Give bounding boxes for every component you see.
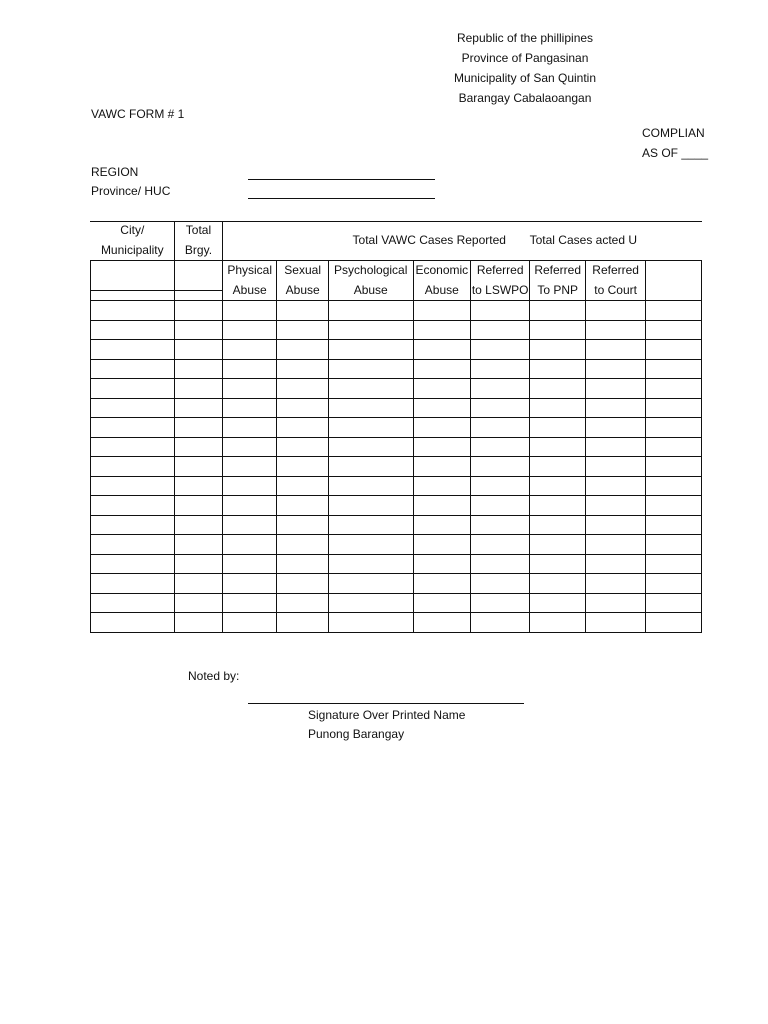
- table-cell: [530, 301, 586, 321]
- table-cell: [222, 496, 277, 516]
- table-subheader-row: [91, 261, 702, 301]
- table-cell: [646, 574, 702, 594]
- table-cell: [175, 418, 223, 438]
- table-cell: [586, 457, 646, 477]
- table-cell: [222, 515, 277, 535]
- table-cell: [646, 301, 702, 321]
- subheader-physical-abuse: Physical Abuse: [222, 261, 277, 301]
- header-barangay: Barangay Cabalaoangan: [458, 91, 592, 105]
- subheader-blank-brgy: [175, 261, 223, 301]
- table-cell: [277, 593, 328, 613]
- signature-caption: Signature Over Printed Name: [308, 708, 466, 722]
- table-cell: [413, 554, 471, 574]
- table-row: [91, 515, 702, 535]
- table-row: [91, 418, 702, 438]
- table-cell: [413, 457, 471, 477]
- table-cell: [530, 574, 586, 594]
- vawc-cases-table: [90, 221, 702, 633]
- table-cell: [222, 476, 277, 496]
- table-cell: [646, 476, 702, 496]
- table-cell: [413, 437, 471, 457]
- table-cell: [471, 554, 530, 574]
- table-cell: [586, 554, 646, 574]
- table-cell: [91, 301, 175, 321]
- subheader-referred-lswpo: Referred to LSWPO: [471, 261, 530, 301]
- table-row: [91, 379, 702, 399]
- table-cell: [175, 613, 223, 633]
- table-row: [91, 496, 702, 516]
- table-cell: [222, 437, 277, 457]
- table-cell: [222, 574, 277, 594]
- table-row: [91, 457, 702, 477]
- table-row: [91, 535, 702, 555]
- table-cell: [277, 457, 328, 477]
- table-cell: [413, 535, 471, 555]
- table-cell: [471, 398, 530, 418]
- table-cell: [175, 398, 223, 418]
- table-cell: [586, 515, 646, 535]
- table-cell: [277, 320, 328, 340]
- table-cell: [175, 320, 223, 340]
- table-cell: [413, 574, 471, 594]
- table-cell: [530, 379, 586, 399]
- table-cell: [646, 515, 702, 535]
- table-cell: [175, 515, 223, 535]
- table-cell: [91, 340, 175, 360]
- table-cell: [328, 593, 413, 613]
- table-cell: [328, 535, 413, 555]
- table-cell: [530, 457, 586, 477]
- group-total-reported: Total VAWC Cases Reported: [222, 221, 585, 261]
- table-cell: [471, 359, 530, 379]
- table-cell: [530, 613, 586, 633]
- table-cell: [586, 340, 646, 360]
- header-province: Province of Pangasinan: [461, 51, 589, 65]
- table-cell: [328, 515, 413, 535]
- table-row: [91, 476, 702, 496]
- table-cell: [471, 496, 530, 516]
- table-cell: [413, 613, 471, 633]
- table-cell: [530, 476, 586, 496]
- table-cell: [175, 496, 223, 516]
- province-huc-label: Province/ HUC: [91, 184, 171, 198]
- table-cell: [222, 398, 277, 418]
- table-cell: [91, 379, 175, 399]
- table-cell: [646, 457, 702, 477]
- table-cell: [413, 476, 471, 496]
- col-city-municipality: City/ Municipality: [91, 221, 175, 261]
- table-cell: [471, 593, 530, 613]
- table-cell: [328, 574, 413, 594]
- table-row: [91, 613, 702, 633]
- region-label: REGION: [91, 165, 139, 179]
- table-cell: [530, 437, 586, 457]
- table-cell: [222, 593, 277, 613]
- table-cell: [277, 515, 328, 535]
- table-cell: [646, 418, 702, 438]
- table-cell: [530, 496, 586, 516]
- col-total-brgy: Total Brgy.: [175, 221, 223, 261]
- table-cell: [413, 320, 471, 340]
- table-cell: [586, 535, 646, 555]
- table-cell: [175, 301, 223, 321]
- table-cell: [530, 359, 586, 379]
- table-cell: [91, 476, 175, 496]
- table-cell: [530, 554, 586, 574]
- signature-line: [248, 703, 524, 704]
- table-cell: [646, 554, 702, 574]
- table-cell: [222, 535, 277, 555]
- table-cell: [530, 320, 586, 340]
- table-cell: [222, 554, 277, 574]
- table-cell: [175, 359, 223, 379]
- table-cell: [175, 457, 223, 477]
- table-row: [91, 340, 702, 360]
- table-cell: [328, 340, 413, 360]
- subheader-economic-abuse: Economic Abuse: [413, 261, 471, 301]
- table-cell: [175, 476, 223, 496]
- table-cell: [471, 535, 530, 555]
- table-cell: [646, 379, 702, 399]
- table-cell: [91, 515, 175, 535]
- table-cell: [646, 613, 702, 633]
- table-cell: [586, 320, 646, 340]
- table-body: [91, 301, 702, 633]
- table-row: [91, 301, 702, 321]
- table-cell: [586, 359, 646, 379]
- table-cell: [328, 301, 413, 321]
- table-cell: [586, 476, 646, 496]
- table-row: [91, 574, 702, 594]
- table-cell: [471, 613, 530, 633]
- table-cell: [471, 457, 530, 477]
- subheader-sexual-abuse: Sexual Abuse: [277, 261, 328, 301]
- table-cell: [175, 554, 223, 574]
- table-cell: [277, 340, 328, 360]
- table-cell: [91, 535, 175, 555]
- table-header-row: [91, 221, 702, 261]
- table-cell: [413, 301, 471, 321]
- table-cell: [413, 359, 471, 379]
- table-cell: [413, 496, 471, 516]
- table-cell: [328, 320, 413, 340]
- table-cell: [328, 613, 413, 633]
- table-cell: [471, 476, 530, 496]
- table-row: [91, 398, 702, 418]
- table-cell: [277, 574, 328, 594]
- table-cell: [222, 418, 277, 438]
- table-cell: [471, 320, 530, 340]
- table-cell: [413, 340, 471, 360]
- table-cell: [471, 379, 530, 399]
- table-cell: [586, 613, 646, 633]
- table-cell: [277, 496, 328, 516]
- table-cell: [586, 593, 646, 613]
- table-cell: [328, 418, 413, 438]
- table-cell: [222, 340, 277, 360]
- position-title: Punong Barangay: [308, 727, 405, 741]
- table-cell: [586, 574, 646, 594]
- table-cell: [413, 515, 471, 535]
- table-cell: [91, 496, 175, 516]
- table-cell: [530, 418, 586, 438]
- table-cell: [175, 574, 223, 594]
- table-cell: [277, 437, 328, 457]
- table-row: [91, 359, 702, 379]
- table-cell: [530, 515, 586, 535]
- form-id: VAWC FORM # 1: [91, 107, 185, 121]
- table-cell: [471, 437, 530, 457]
- table-cell: [175, 535, 223, 555]
- table-cell: [328, 398, 413, 418]
- table-row: [91, 593, 702, 613]
- table-cell: [277, 398, 328, 418]
- table-cell: [586, 418, 646, 438]
- table-cell: [277, 359, 328, 379]
- table-cell: [646, 398, 702, 418]
- table-cell: [328, 554, 413, 574]
- group-total-acted: Total Cases acted U: [586, 221, 702, 261]
- table-cell: [586, 437, 646, 457]
- table-cell: [413, 379, 471, 399]
- table-cell: [530, 340, 586, 360]
- table-cell: [413, 593, 471, 613]
- table-cell: [91, 574, 175, 594]
- header-republic: Republic of the phillipines: [456, 31, 594, 45]
- table-cell: [277, 301, 328, 321]
- table-cell: [646, 535, 702, 555]
- table-cell: [91, 593, 175, 613]
- subheader-referred-pnp: Referred To PNP: [530, 261, 586, 301]
- table-cell: [646, 593, 702, 613]
- table-cell: [277, 613, 328, 633]
- table-cell: [222, 359, 277, 379]
- table-cell: [277, 418, 328, 438]
- table-cell: [586, 301, 646, 321]
- table-cell: [413, 418, 471, 438]
- table-cell: [471, 301, 530, 321]
- table-cell: [471, 515, 530, 535]
- table-cell: [646, 320, 702, 340]
- region-field-line: [248, 179, 435, 180]
- table-cell: [222, 613, 277, 633]
- table-cell: [530, 593, 586, 613]
- table-cell: [175, 379, 223, 399]
- noted-by-label: Noted by:: [188, 669, 240, 683]
- table-cell: [586, 496, 646, 516]
- table-cell: [91, 398, 175, 418]
- table-cell: [413, 398, 471, 418]
- table-cell: [91, 554, 175, 574]
- table-cell: [222, 320, 277, 340]
- table-cell: [277, 535, 328, 555]
- table-cell: [328, 379, 413, 399]
- table-cell: [222, 457, 277, 477]
- table-row: [91, 437, 702, 457]
- table-cell: [646, 340, 702, 360]
- table-cell: [328, 359, 413, 379]
- table-cell: [328, 476, 413, 496]
- table-cell: [175, 593, 223, 613]
- table-cell: [175, 437, 223, 457]
- table-cell: [646, 437, 702, 457]
- table-cell: [646, 496, 702, 516]
- header-municipality: Municipality of San Quintin: [453, 71, 597, 85]
- table-cell: [91, 418, 175, 438]
- table-cell: [91, 613, 175, 633]
- table-cell: [471, 574, 530, 594]
- subheader-psychological-abuse: Psychological Abuse: [328, 261, 413, 301]
- table-cell: [91, 359, 175, 379]
- province-field-line: [248, 198, 435, 199]
- table-cell: [328, 496, 413, 516]
- table-cell: [328, 457, 413, 477]
- table-cell: [222, 301, 277, 321]
- table-cell: [530, 398, 586, 418]
- table-cell: [277, 554, 328, 574]
- table-cell: [277, 476, 328, 496]
- table-cell: [586, 379, 646, 399]
- table-cell: [586, 398, 646, 418]
- table-row: [91, 554, 702, 574]
- table-row: [91, 320, 702, 340]
- table-cell: [277, 379, 328, 399]
- table-cell: [328, 437, 413, 457]
- table-cell: [222, 379, 277, 399]
- table-cell: [91, 457, 175, 477]
- table-cell: [646, 359, 702, 379]
- table-cell: [471, 418, 530, 438]
- subheader-blank-city: [91, 261, 175, 301]
- subheader-referred-court: Referred to Court: [586, 261, 646, 301]
- table-cell: [91, 437, 175, 457]
- table-cell: [175, 340, 223, 360]
- compliance-label: COMPLIAN: [642, 126, 705, 140]
- table-cell: [530, 535, 586, 555]
- subheader-overflow: [646, 261, 702, 301]
- table-cell: [91, 320, 175, 340]
- as-of-label: AS OF ____: [642, 146, 709, 160]
- table-cell: [471, 340, 530, 360]
